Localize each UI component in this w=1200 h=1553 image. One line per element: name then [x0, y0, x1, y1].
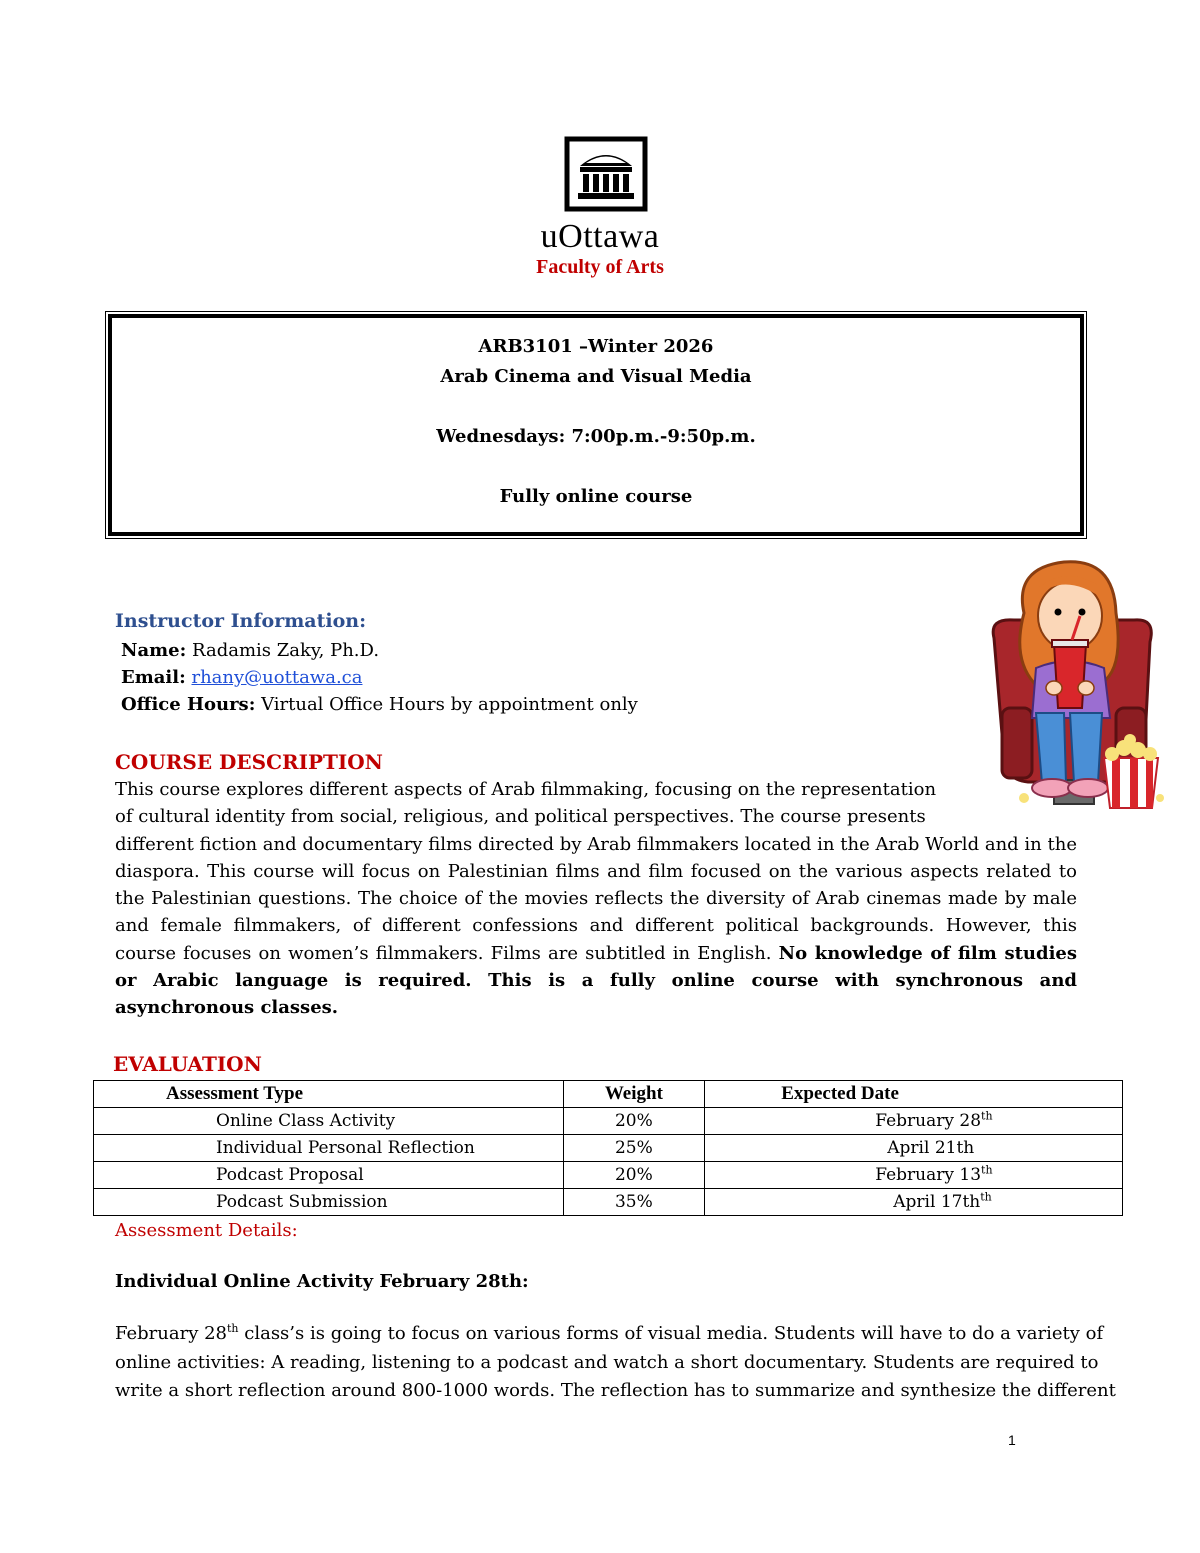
activity-subheading: Individual Online Activity February 28th: [115, 1271, 529, 1292]
row-date-sup: th [981, 1163, 993, 1177]
name-value: Radamis Zaky, Ph.D. [192, 640, 380, 661]
course-schedule: Wednesdays: 7:00p.m.-9:50p.m. [436, 426, 756, 447]
row-date [705, 1162, 1123, 1189]
course-description-heading: COURSE DESCRIPTION [115, 750, 383, 774]
col-assessment-type: Assessment Type [94, 1081, 564, 1108]
email-link[interactable]: rhany@uottawa.ca [191, 667, 363, 688]
row-date-text: February 28 [875, 1111, 982, 1131]
paragraph-line-1-rest: class’s is going to focus on various forms of visual media. Students will have to do a variety of [238, 1323, 1104, 1344]
course-description [115, 776, 1077, 1022]
col-expected-date: Expected Date [705, 1081, 1123, 1108]
instructor-office-row [121, 691, 638, 719]
university-wordmark: uOttawa [540, 218, 660, 255]
paragraph-line-2: online activities: A reading, listening to a podcast and watch a short documentary. Students are required to [115, 1351, 1099, 1373]
row-date [705, 1189, 1123, 1216]
paragraph-line-1 [115, 1320, 1155, 1349]
office-hours-label: Office Hours: [121, 694, 256, 715]
row-date-text: April 21th [887, 1138, 975, 1158]
instructor-email-row [121, 664, 362, 692]
row-weight: 20% [563, 1162, 705, 1189]
row-date [705, 1108, 1123, 1135]
table-row [94, 1108, 1123, 1135]
row-date-text: April 17th [893, 1192, 981, 1212]
page-number: 1 [1008, 1432, 1016, 1448]
course-code-term: ARB3101 –Winter 2026 [478, 336, 714, 357]
girl-in-cinema-seat-with-popcorn-icon [984, 558, 1164, 810]
faculty-name: Faculty of Arts [536, 256, 664, 278]
course-info-box [108, 314, 1084, 536]
description-body [115, 831, 1077, 1022]
row-type: Podcast Proposal [94, 1162, 564, 1189]
paragraph-date: February 28 [115, 1323, 228, 1344]
row-date-sup: th [980, 1190, 992, 1204]
row-type: Online Class Activity [94, 1108, 564, 1135]
university-building-icon [564, 136, 648, 212]
col-weight: Weight [563, 1081, 705, 1108]
course-mode: Fully online course [499, 486, 693, 507]
evaluation-heading: EVALUATION [113, 1052, 262, 1076]
row-type: Individual Personal Reflection [94, 1135, 564, 1162]
evaluation-table [93, 1080, 1123, 1216]
description-bold: No knowledge of film studies or Arabic language is required. This is a fully online course with synchronous and asynchronous classes. [115, 942, 1078, 1019]
instructor-name-row [121, 637, 379, 665]
instructor-heading: Instructor Information: [115, 610, 367, 632]
assessment-details-heading: Assessment Details: [115, 1220, 298, 1241]
description-line-2: of cultural identity from social, religious, and political perspectives. The course presents [115, 806, 926, 828]
row-type: Podcast Submission [94, 1189, 564, 1216]
row-date-sup: th [981, 1109, 993, 1123]
table-row [94, 1189, 1123, 1216]
paragraph-line-3: write a short reflection around 800-1000 words. The reflection has to summarize and synthesize the different [115, 1380, 1116, 1401]
row-date [705, 1135, 1123, 1162]
table-header-row [94, 1081, 1123, 1108]
row-weight: 20% [563, 1108, 705, 1135]
row-weight: 35% [563, 1189, 705, 1216]
row-date-text: February 13 [875, 1165, 982, 1185]
description-rest: different fiction and documentary films directed by Arab filmmakers located in the Arab World and in the diaspora. This course will focus on Palestinian films and film focused on the various aspects related to the Palestinian questions. The choice of the movies reflects the diversity of Arab cinemas made by male and female filmmakers, of different confessions and different political backgrounds. However, this course focuses on women’s filmmakers. Films are subtitled in English. [115, 833, 1077, 964]
table-row [94, 1162, 1123, 1189]
office-hours-value: Virtual Office Hours by appointment only [261, 694, 638, 715]
activity-paragraph [115, 1320, 1155, 1406]
email-label: Email: [121, 667, 186, 688]
paragraph-date-sup: th [227, 1322, 239, 1335]
name-label: Name: [121, 640, 187, 661]
description-line-1: This course explores different aspects of Arab filmmaking, focusing on the representation [115, 779, 937, 800]
course-title: Arab Cinema and Visual Media [440, 366, 752, 387]
row-weight: 25% [563, 1135, 705, 1162]
table-row [94, 1135, 1123, 1162]
